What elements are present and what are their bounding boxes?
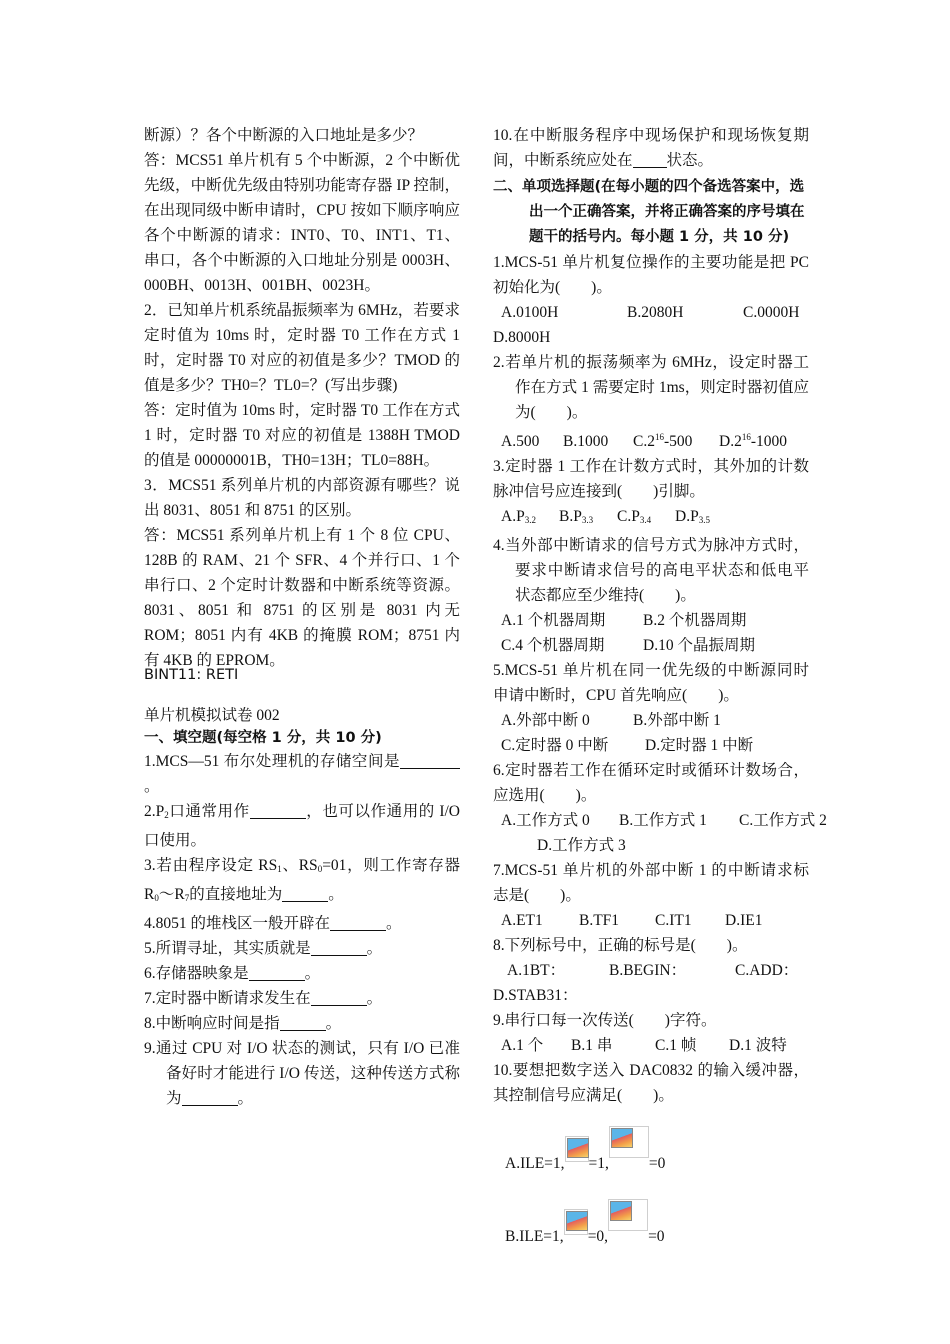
section-1-heading: 一、填空题(每空格 1 分，共 10 分) <box>144 730 382 746</box>
answer-1: 答：MCS51 单片机有 5 个中断源，2 个中断优先级，中断优先级由特别功能寄存器 IP 控制，在出现同级中断申请时，CPU 按如下顺序响应各个中断源的请求：INT0、T0、INT1、T1、串口，各个中断源的入口地址分别是 0003H、000BH、0013H、001BH、0023H。 <box>144 152 460 294</box>
left-column <box>144 123 460 1111</box>
question-3: 3．MCS51 系列单片机的内部资源有哪些？说出 8031、8051 和 8751 的区别。 <box>144 477 460 519</box>
fill-9: 9.通过 CPU 对 I/O 状态的测试，只有 I/O 已准备好时才能进行 I/O 传送，这种传送方式称为 。 <box>144 1040 460 1107</box>
choice-1-options: A.0100H B.2080H C.0000H <box>501 304 800 321</box>
fill-2: $2.P_2$口通常用作 ，也可以作通用的 I/O 口使用。 <box>144 799 460 853</box>
right-column <box>493 123 827 1250</box>
blank <box>311 937 367 956</box>
choice-3-options: A.P3.2 B.P3.3 C.P3.4 D.P3.5 <box>501 508 710 525</box>
choice-7: 7.MCS-51 单片机的外部中断 1 的中断请求标志是( )。 <box>493 862 809 904</box>
choice-5: 5.MCS-51 单片机在同一优先级的中断源同时申请中断时，CPU 首先响应( )。 <box>493 662 809 704</box>
choice-7-options: A.ET1 B.TF1 C.IT1 D.IE1 <box>501 912 763 929</box>
blank <box>330 912 386 931</box>
choice-4-options-cd: C.4 个机器周期 D.10 个晶振周期 <box>501 637 755 654</box>
choice-6-options: A.工作方式 0 B.工作方式 1 C.工作方式 2 <box>501 812 827 829</box>
fill-1: 1.MCS—51 布尔处理机的存储空间是。 <box>144 749 460 799</box>
fill-5: 5.所谓寻址，其实质就是 。 <box>144 936 460 961</box>
choice-10-option-b: B.ILE=1, =0, =0 <box>493 1199 809 1250</box>
choice-1-option-d: D.8000H <box>493 329 551 346</box>
fill-3: 3.若由程序设定 $RS_1$、$RS_0=01$，则工作寄存器 $R_0\sim R_7$的直接地址为 。 <box>144 857 460 903</box>
question-2: 2．已知单片机系统晶振频率为 6MHz，若要求定时值为 10ms 时，定时器 T0 工作在方式 1 时，定时器 T0 对应的初值是多少？TMOD 的值是多少？TH0=？TL0=？(写出步骤) <box>144 302 460 394</box>
fill-7: 7.定时器中断请求发生在 。 <box>144 986 460 1011</box>
choice-6-option-d: D.工作方式 3 <box>537 837 626 854</box>
choice-3: 3.定时器 1 工作在计数方式时，其外加的计数脉冲信号应连接到( )引脚。 <box>493 458 809 500</box>
blank <box>280 1012 326 1031</box>
choice-2: 2.若单片机的振荡频率为 6MHz，设定时器工作在方式 1 需要定时 1ms，则定时器初值应为( )。 <box>493 354 809 421</box>
choice-1: 1.MCS-51 单片机复位操作的主要功能是把 PC 初始化为( )。 <box>493 254 809 296</box>
choice-8: 8.下列标号中，正确的标号是( )。 <box>493 937 748 954</box>
fill-8: 8.中断响应时间是指 。 <box>144 1011 460 1036</box>
blank <box>182 1087 238 1106</box>
answer-2: 答：定时值为 10ms 时，定时器 T0 工作在方式 1 时，定时器 T0 对应的初值是 1388H TMOD 的值是 00000001B，TH0=13H；TL0=88H。 <box>144 402 460 469</box>
choice-5-options-ab: A.外部中断 0 B.外部中断 1 <box>501 712 721 729</box>
blank <box>446 750 460 769</box>
choice-5-options-cd: C.定时器 0 中断 D.定时器 1 中断 <box>501 737 754 754</box>
code-line: BINT11: RETI <box>144 667 239 683</box>
fill-4: 4.8051 的堆栈区一般开辟在 。 <box>144 911 460 936</box>
choice-8-options: A.1BT： B.BEGIN： C.ADD： <box>507 962 799 979</box>
section-2-heading: 二、单项选择题(在每小题的四个备选答案中，选出一个正确答案，并将正确答案的序号填在题干的括号内。每小题 1 分，共 10 分) <box>493 179 805 245</box>
blank <box>282 883 328 902</box>
broken-image-icon <box>564 1209 588 1235</box>
blank <box>250 800 306 819</box>
choice-9: 9.串行口每一次传送( )字符。 <box>493 1012 717 1029</box>
choice-10-option-a: A.ILE=1, =1, =0 <box>493 1126 809 1177</box>
blank <box>311 987 367 1006</box>
blank <box>249 962 305 981</box>
choice-6: 6.定时器若工作在循环定时或循环计数场合，应选用( )。 <box>493 762 809 804</box>
choice-4: 4.当外部中断请求的信号方式为脉冲方式时，要求中断请求信号的高电平状态和低电平状态都应至少维持( )。 <box>493 537 809 604</box>
blank <box>633 149 667 168</box>
fill-10: 10.在中断服务程序中现场保护和现场恢复期间，中断系统应处在 状态。 <box>493 127 809 169</box>
broken-image-icon <box>608 1199 648 1231</box>
exam-title: 单片机模拟试卷 002 <box>144 707 280 724</box>
choice-10: 10.要想把数字送入 DAC0832 的输入缓冲器，其控制信号应满足( )。 <box>493 1062 809 1104</box>
broken-image-icon <box>565 1136 589 1162</box>
question-1-tail: 断源）？各个中断源的入口地址是多少？ <box>144 127 424 144</box>
broken-image-icon <box>609 1126 649 1158</box>
blank <box>400 750 446 769</box>
answer-3: 答：MCS51 系列单片机上有 1 个 8 位 CPU、128B 的 RAM、21 个 SFR、4 个并行口、1 个串行口、2 个定时计数器和中断系统等资源。8031、8051 和 8751 的区别是 8031 内无 ROM；8051 内有 4KB 的掩膜 ROM；8751 内有 4KB 的 EPROM。 <box>144 527 460 669</box>
choice-2-options: A.500 B.1000 C.216-500 D.216-1000 <box>501 432 787 450</box>
choice-8-option-d: D.STAB31： <box>493 987 578 1004</box>
choice-4-options-ab: A.1 个机器周期 B.2 个机器周期 <box>501 612 747 629</box>
choice-9-options: A.1 个 B.1 串 C.1 帧 D.1 波特 <box>501 1037 787 1054</box>
fill-6: 6.存储器映象是 。 <box>144 961 460 986</box>
